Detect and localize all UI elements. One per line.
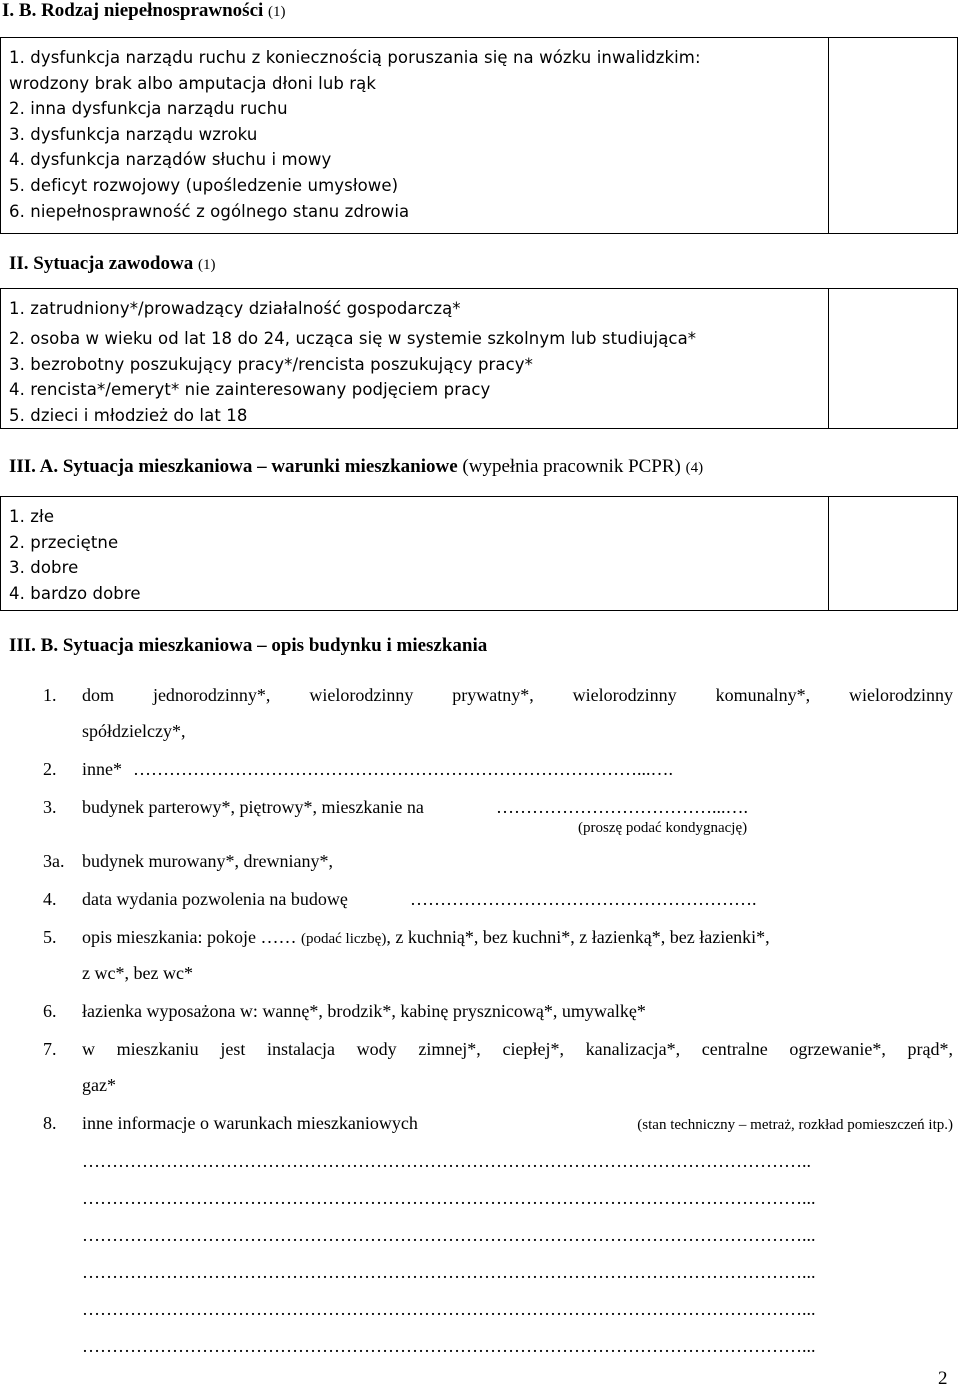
fill-in-line: …… xyxy=(260,927,297,947)
item-number: 7. xyxy=(43,1039,57,1059)
list-item: 1. złe xyxy=(9,507,55,526)
section-iiib-title: III. B. Sytuacja mieszkaniowa – opis budynku i mieszkania xyxy=(9,635,488,656)
table-ii-right-border xyxy=(957,288,958,429)
table-ii-left-border xyxy=(0,288,1,429)
item-number: 2. xyxy=(43,759,57,779)
list-item: budynek murowany*, drewniany*, xyxy=(82,851,333,871)
list-item: 2. przeciętne xyxy=(9,533,119,552)
item-number: 3. xyxy=(43,797,57,817)
list-item: wrodzony brak albo amputacja dłoni lub rąk xyxy=(9,74,377,93)
fill-in-line: …………………………………………………………………………………………………………... xyxy=(82,1188,816,1208)
section-iiia-count: (4) xyxy=(685,460,704,476)
list-item: z wc*, bez wc* xyxy=(82,963,193,983)
list-item: inne* xyxy=(82,759,122,779)
list-item: 1. dysfunkcja narządu ruchu z koniecznością poruszania się na wózku inwalidzkim: xyxy=(9,48,701,67)
section-iiia-title: III. A. Sytuacja mieszkaniowa – warunki mieszkaniowe xyxy=(9,456,458,477)
section-ii-heading xyxy=(9,253,215,275)
item-number: 4. xyxy=(43,889,57,909)
list-item: 2. osoba w wieku od lat 18 do 24, ucząca się w systemie szkolnym lub studiująca* xyxy=(9,329,697,348)
table-ii-bottom-border xyxy=(0,428,958,429)
fill-in-line: …………………………………………………………………………………………………………... xyxy=(82,1262,816,1282)
list-item: 3. dysfunkcja narządu wzroku xyxy=(9,125,258,144)
section-ii-title: II. Sytuacja zawodowa xyxy=(9,253,194,274)
section-ib-count: (1) xyxy=(268,4,286,20)
list-item: dom jednorodzinny*, wielorodzinny prywatny*, wielorodzinny komunalny*, wielorodzinny xyxy=(82,685,953,705)
table-iiia-left-border xyxy=(0,496,1,611)
list-item: data wydania pozwolenia na budowę xyxy=(82,889,348,909)
table-ib-right-border xyxy=(957,37,958,234)
table-iiia-top-border xyxy=(0,496,958,497)
fill-in-line: …………………………………………………………………………...…. xyxy=(133,759,673,779)
fill-in-line: …………………………………………………………………………………………………………... xyxy=(82,1336,816,1356)
list-item: w mieszkaniu jest instalacja wody zimnej*, ciepłej*, kanalizacja*, centralne ogrzewanie*, prąd*, xyxy=(82,1039,953,1059)
list-item xyxy=(82,1113,953,1134)
hint-text: (stan techniczny – metraż, rozkład pomieszczeń itp.) xyxy=(637,1117,953,1133)
fill-in-line: ………………………………...…. xyxy=(496,797,748,817)
list-item: 1. zatrudniony*/prowadzący działalność gospodarczą* xyxy=(9,299,461,318)
list-item xyxy=(82,927,770,948)
item8-text: inne informacje o warunkach mieszkaniowych xyxy=(82,1113,418,1133)
page-number: 2 xyxy=(938,1368,948,1389)
table-ii-divider xyxy=(828,288,829,429)
fill-in-line: …………………………………………………………………………………………………………... xyxy=(82,1225,816,1245)
item-number: 8. xyxy=(43,1113,57,1133)
fill-in-line: ………………………………………………………………………………………………………….. xyxy=(82,1151,811,1171)
hint-text: (proszę podać kondygnację) xyxy=(578,820,748,836)
list-item: 3. dobre xyxy=(9,558,79,577)
section-iiia-subtitle: (wypełnia pracownik PCPR) xyxy=(462,456,681,477)
table-ii-top-border xyxy=(0,288,958,289)
list-item: 4. bardzo dobre xyxy=(9,584,141,603)
item-number: 6. xyxy=(43,1001,57,1021)
table-ib-bottom-border xyxy=(0,233,958,234)
list-item: 2. inna dysfunkcja narządu ruchu xyxy=(9,99,288,118)
list-item: gaz* xyxy=(82,1075,116,1095)
table-iiia-divider xyxy=(828,496,829,611)
section-iiia-heading xyxy=(9,456,703,478)
list-item: 3. bezrobotny poszukujący pracy*/rencista poszukujący pracy* xyxy=(9,355,534,374)
section-ib-title: I. B. Rodzaj niepełnosprawności xyxy=(2,0,264,21)
table-iiia-right-border xyxy=(957,496,958,611)
item-number: 3a. xyxy=(43,851,65,871)
list-item: budynek parterowy*, piętrowy*, mieszkanie na xyxy=(82,797,424,817)
list-item: łazienka wyposażona w: wannę*, brodzik*, kabinę prysznicową*, umywalkę* xyxy=(82,1001,646,1021)
table-ib-divider xyxy=(828,37,829,234)
table-ib-top-border xyxy=(0,37,958,38)
section-ii-count: (1) xyxy=(197,257,216,273)
list-item: 6. niepełnosprawność z ogólnego stanu zdrowia xyxy=(9,202,410,221)
list-item: 4. rencista*/emeryt* nie zainteresowany podjęciem pracy xyxy=(9,380,491,399)
hint-text: (podać liczbę) xyxy=(300,931,387,947)
item-number: 5. xyxy=(43,927,57,947)
list-item: spółdzielczy*, xyxy=(82,721,186,741)
list-item: 5. dzieci i młodzież do lat 18 xyxy=(9,406,248,425)
item5-text-cont: , z kuchnią*, bez kuchni*, z łazienką*, bez łazienki*, xyxy=(386,927,770,947)
table-ib-left-border xyxy=(0,37,1,234)
list-item: 4. dysfunkcja narządów słuchu i mowy xyxy=(9,150,332,169)
fill-in-line: …………………………………………………. xyxy=(410,889,757,909)
item-number: 1. xyxy=(43,685,57,705)
fill-in-line: …………………………………………………………………………………………………………... xyxy=(82,1299,816,1319)
list-item: 5. deficyt rozwojowy (upośledzenie umysłowe) xyxy=(9,176,399,195)
table-iiia-bottom-border xyxy=(0,610,958,611)
section-ib-heading xyxy=(2,0,286,22)
item5-text: opis mieszkania: pokoje xyxy=(82,927,256,947)
